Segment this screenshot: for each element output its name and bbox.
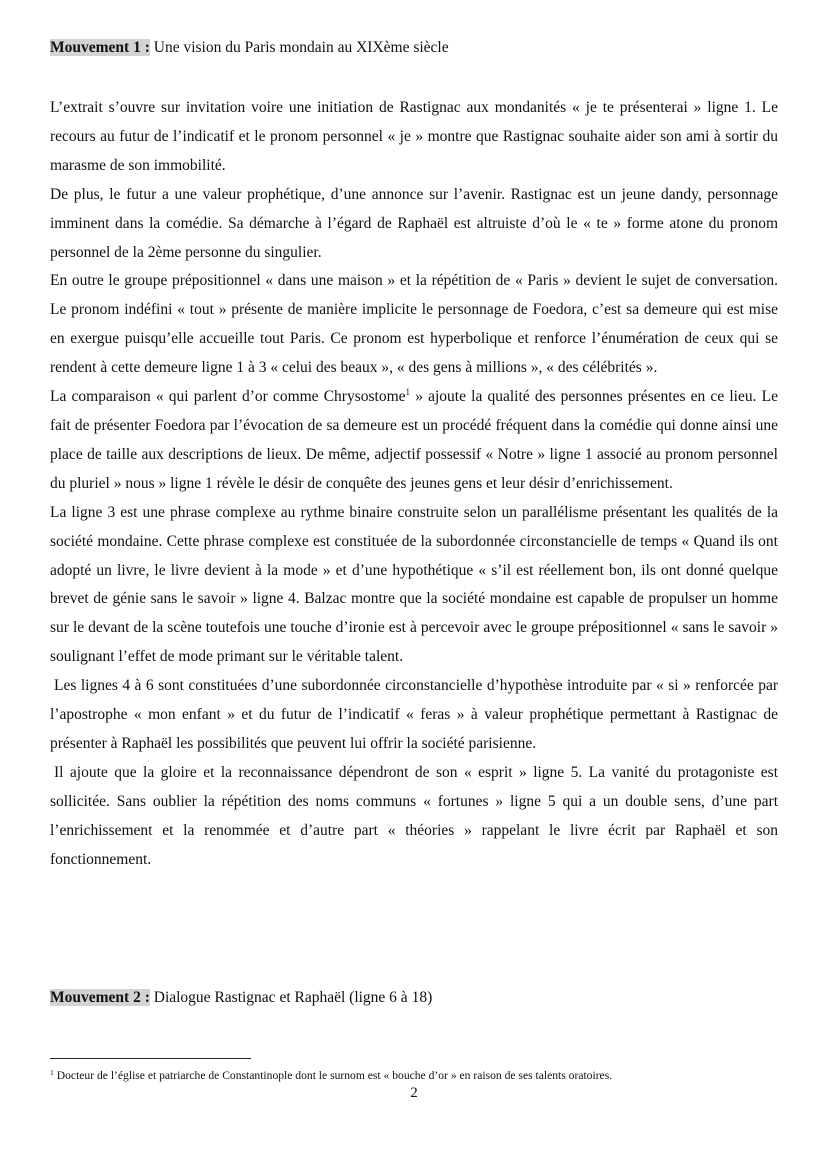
paragraph-5: La ligne 3 est une phrase complexe au rythme binaire construite selon un parallélisme présentant les qualités de la société mondaine. Cette phrase complexe est constituée de la subordonnée circonstancielle de temps « Quand ils ont adopté un livre, le livre devient à la mode » et d’une hypothétique « s’il est réellement bon, ils ont donné quelque brevet de génie sans le savoir » ligne 4. Balzac montre que la société mondaine est capable de propulser un homme sur le devant de la scène toutefois une touche d’ironie est à percevoir avec le groupe prépositionnel « sans le savoir » soulignant l’effet de mode primant sur le véritable talent. <box>50 503 778 666</box>
footnote <box>50 1068 790 1084</box>
footnote-reference: 1 <box>405 387 411 398</box>
paragraph-2: De plus, le futur a une valeur prophétique, d’une annonce sur l’avenir. Rastignac est un jeune dandy, personnage imminent dans la comédie. Sa démarche à l’égard de Raphaël est altruiste d’où le « te » forme atone du pronom personnel de la 2ème personne du singulier. <box>50 185 778 261</box>
movement-1-heading <box>50 38 449 58</box>
paragraph-4-start: La comparaison « qui parlent d’or comme Chrysostome <box>50 388 406 406</box>
paragraph-3: En outre le groupe prépositionnel « dans une maison » et la répétition de « Paris » devient le sujet de conversation. Le pronom indéfini « tout » présente de manière implicite le personnage de Foedora, c’est sa demeure qui est mise en exergue puisqu’elle accueille tout Paris. Ce pronom est hyperbolique et renforce l’énumération de ceux qui se rendent à cette demeure ligne 1 à 3 « celui des beaux », « des gens à millions », « des célébrités ». <box>50 272 778 377</box>
body-text <box>50 94 778 874</box>
paragraph-4-end: » ajoute la qualité des personnes présentes en ce lieu. Le fait de présenter Foedora par l’évocation de sa demeure est un procédé fréquent dans la comédie qui donne ainsi une place de taille aux descriptions de lieux. De même, adjectif possessif « Notre » ligne 1 associé au pronom personnel du pluriel » nous » ligne 1 révèle le désir de conquête des jeunes gens et leur désir d’enrichissement. <box>50 388 778 492</box>
movement-1-title: Une vision du Paris mondain au XIXème siècle <box>149 39 449 56</box>
movement-2-title: Dialogue Rastignac et Raphaël (ligne 6 à 18) <box>149 989 433 1006</box>
page-number: 2 <box>410 1085 418 1101</box>
footnote-text: Docteur de l’église et patriarche de Constantinople dont le surnom est « bouche d’or » en raison de ses talents oratoires. <box>56 1069 613 1082</box>
paragraph-1: L’extrait s’ouvre sur invitation voire une initiation de Rastignac aux mondanités « je te présenterai » ligne 1. Le recours au futur de l’indicatif et le pronom personnel « je » montre que Rastignac souhaite aider son ami à sortir du marasme de son immobilité. <box>50 99 778 174</box>
paragraph-7: Il ajoute que la gloire et la reconnaissance dépendront de son « esprit » ligne 5. La vanité du protagoniste est sollicitée. Sans oublier la répétition des noms communs « fortunes » ligne 5 qui a un double sens, d’une part l’enrichissement et la renommée et d’autre part « théories » rappelant le livre écrit par Raphaël et son fonctionnement. <box>50 763 778 868</box>
movement-2-label: Mouvement 2 : <box>50 989 150 1006</box>
movement-2-heading <box>50 988 432 1008</box>
footnote-marker: 1 <box>50 1068 54 1077</box>
movement-1-label: Mouvement 1 : <box>50 39 150 56</box>
paragraph-6: Les lignes 4 à 6 sont constituées d’une subordonnée circonstancielle d’hypothèse introduite par « si » renforcée par l’apostrophe « mon enfant » et du futur de l’indicatif « feras » à valeur prophétique permettant à Rastignac de présenter à Raphaël les possibilités que peuvent lui offrir la société parisienne. <box>50 677 778 752</box>
footnote-separator <box>50 1058 251 1059</box>
paragraph-4 <box>50 383 778 499</box>
